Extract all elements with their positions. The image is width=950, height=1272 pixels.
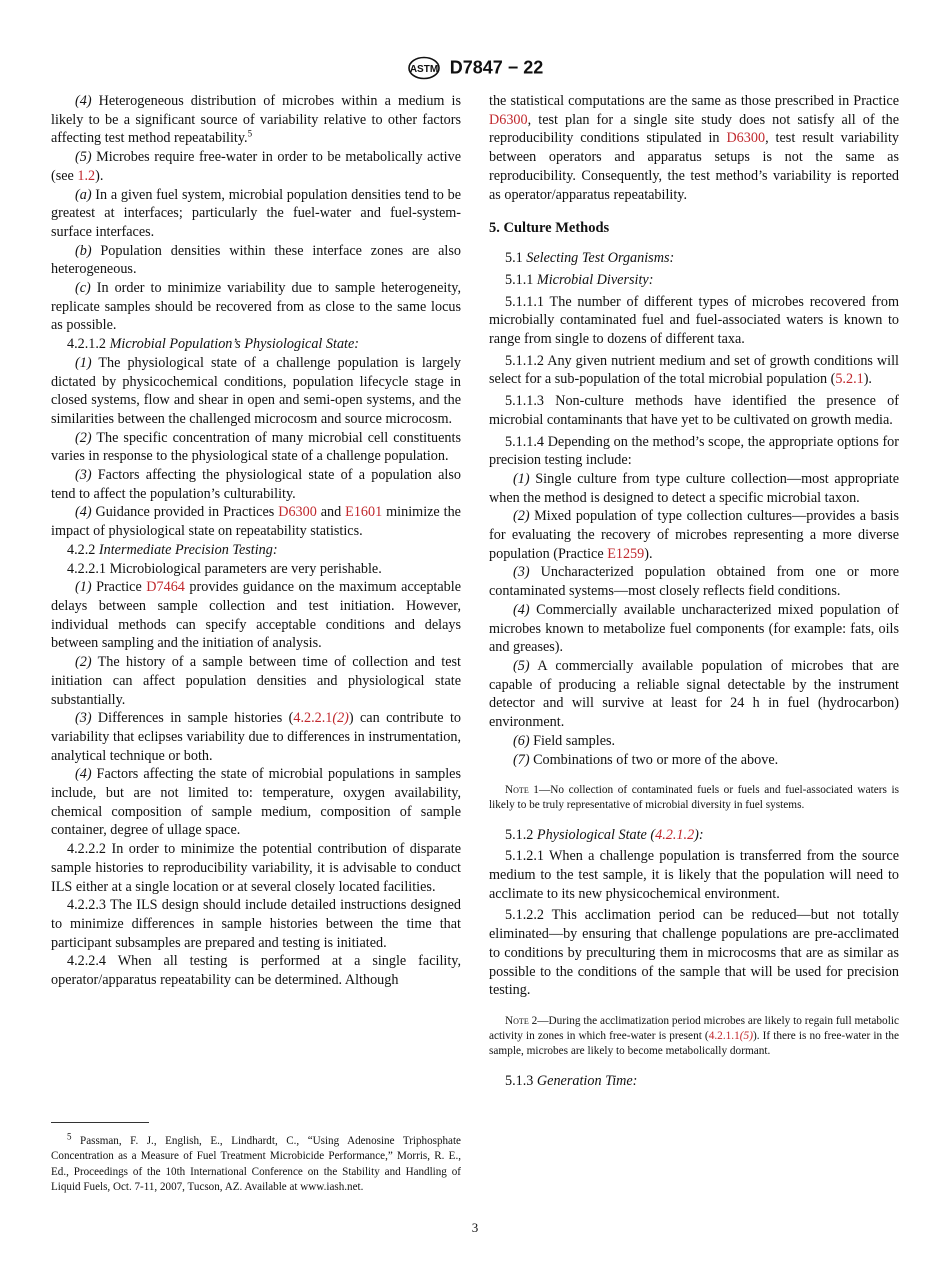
astm-logo-icon <box>407 56 441 80</box>
paragraph: (5) A commercially available population of microbes that are capable of producing a reliable signal detectable by the instrument detector and will survive at least for 24 h in fuel (hydrocarbon) environment. <box>489 657 899 731</box>
subsection-heading: 5.1 Selecting Test Organisms: <box>505 250 675 267</box>
right-column <box>489 92 899 1090</box>
paragraph: (4) Commercially available uncharacterized mixed population of microbes known to metabolize fuel components (for example: fats, oils and greases). <box>489 601 899 656</box>
paragraph: 5.1.2.2 This acclimation period can be reduced—but not totally eliminated—by ensuring that challenge populations are pre-acclimated to conditions by preculturing them in microcosms that are as similar as possible to the conditions of the sample that will be used for precision testing. <box>489 907 899 999</box>
paragraph: (3) Differences in sample histories (4.2.2.1(2)) can contribute to variability that eclipses variability due to differences in instrumentation, analytical technique or both. <box>51 710 461 764</box>
paragraph: 5.1.1.2 Any given nutrient medium and set of growth conditions will select for a sub-population of the total microbial population (5.2.1). <box>489 352 899 388</box>
standard-link[interactable]: E1259 <box>607 545 645 562</box>
left-column <box>51 92 461 990</box>
paragraph: (c) In order to minimize variability due to sample heterogeneity, replicate samples should be recovered from as close to the same locus as possible. <box>51 280 461 334</box>
subsection-heading: 5.1.2 Physiological State (4.2.1.2): <box>505 826 704 843</box>
section-link[interactable]: 4.2.1.1(5) <box>708 1030 753 1043</box>
subsection-heading: 4.2.2 Intermediate Precision Testing: <box>67 541 278 558</box>
paragraph: (1) The physiological state of a challenge population is largely dictated by physicochemical conditions, population lifecycle stage in closed systems, flow and shear in open and semi-open systems, and the similarities between the challenged microcosm and source microcosm. <box>51 354 461 427</box>
designation: D7847 − 22 <box>449 57 544 78</box>
standard-link[interactable]: D7464 <box>146 579 185 596</box>
standard-link[interactable]: D6300 <box>278 504 317 521</box>
section-heading: 5. Culture Methods <box>489 220 610 237</box>
paragraph: 5.1.1.1 The number of different types of microbes recovered from microbially contaminated fuel and fuel-associated waters is known to range from single to dozens of different taxa. <box>489 293 899 348</box>
paragraph: (2) Mixed population of type collection cultures—provides a basis for evaluating the recovery of microbes representing a more diverse population (Practice E1259). <box>489 508 899 562</box>
section-link[interactable]: 5.2.1 <box>835 371 864 388</box>
subsection-heading: 5.1.3 Generation Time: <box>505 1072 638 1089</box>
paragraph: the statistical computations are the same as those prescribed in Practice D6300, test plan for a single site study does not satisfy all of the reproducibility conditions stipulated in D6300, test result variability between operators and apparatus setups is not the same as reproducibility. Consequently, the test method’s variability is reported as operator/apparatus repeatability. <box>489 93 899 203</box>
footnote-ref[interactable]: 5 <box>247 128 253 139</box>
paragraph: (2) The history of a sample between time of collection and test initiation can affect population densities and physiological state substantially. <box>51 654 461 708</box>
paragraph: (6) Field samples. <box>513 732 616 749</box>
paragraph: (3) Factors affecting the physiological state of a population also tend to affect the population’s culturability. <box>51 467 461 502</box>
section-link[interactable]: 4.2.1.2 <box>655 826 695 843</box>
paragraph: (4) Guidance provided in Practices D6300 and E1601 minimize the impact of physiological state on repeatability statistics. <box>51 504 461 540</box>
paragraph: (4) Heterogeneous distribution of microbes within a medium is likely to be a significant source of variability relative to other factors affecting test method repeatability.$^5$ <box>51 93 461 147</box>
paragraph: 4.2.2.1 Microbiological parameters are very perishable. <box>67 560 382 577</box>
paragraph: (3) Uncharacterized population obtained from one or more contaminated systems—most closely reflects field conditions. <box>489 564 899 600</box>
paragraph: (1) Single culture from type culture collection—most appropriate when the method is designed to detect a specific microbial taxon. <box>489 470 899 506</box>
paragraph: 4.2.2.4 When all testing is performed at a single facility, operator/apparatus repeatability can be determined. Although <box>51 953 461 989</box>
section-link[interactable]: 4.2.2.1(2) <box>293 710 349 727</box>
paragraph: (7) Combinations of two or more of the above. <box>513 751 779 768</box>
standard-link[interactable]: D6300 <box>489 111 528 128</box>
page-number: 3 <box>471 1220 479 1235</box>
footnote: $^5$ Passman, F. J., English, E., Lindhardt, C., “Using Adenosine Triphosphate Concentration as a Measure of Fuel Treatment Microbicide Performance,” Morris, R. E., Ed., Proceedings of the 10th International Conference on the Stability and Handling of Liquid Fuels, Oct. 7-11, 2007, Tucson, AZ. Available at www.iash.net. <box>51 1131 461 1193</box>
page-header <box>0 56 950 80</box>
paragraph: (a) In a given fuel system, microbial population densities tend to be greatest at interfaces; particularly the fuel-water and fuel-system-surface interfaces. <box>51 186 461 240</box>
footnote-divider <box>51 1122 149 1123</box>
paragraph: 5.1.2.1 When a challenge population is transferred from the source medium to the test sample, it is likely that the population will need to acclimate to its new physicochemical environment. <box>489 848 899 902</box>
standard-link[interactable]: E1601 <box>345 504 383 521</box>
paragraph: 4.2.2.3 The ILS design should include detailed instructions designed to minimize differences in sample histories between the time that participant subsamples are prepared and testing is initiated. <box>51 897 461 951</box>
paragraph: (5) Microbes require free-water in order to be metabolically active (see 1.2). <box>51 149 461 184</box>
paragraph: (4) Factors affecting the state of microbial populations in samples include, but are not limited to: temperature, oxygen availability, chemical composition of sample medium, composition of sample container, degree of ullage space. <box>51 766 461 839</box>
standard-link[interactable]: D6300 <box>726 130 766 147</box>
paragraph: 5.1.1.4 Depending on the method’s scope, the appropriate options for precision testing include: <box>489 433 899 469</box>
svg-text:ASTM: ASTM <box>409 64 438 75</box>
note-1: Note 1—No collection of contaminated fuels or fuels and fuel-associated waters is likely to be truly representative of microbial diversity in fuel systems. <box>489 784 899 812</box>
paragraph: 5.1.1.3 Non-culture methods have identified the presence of microbial contaminants that have yet to be cultivated on growth media. <box>489 393 899 428</box>
paragraph: (2) The specific concentration of many microbial cell constituents varies in response to the physiological state of a challenge population. <box>51 429 461 465</box>
paragraph: (1) Practice D7464 provides guidance on the maximum acceptable delays between sample collection and test initiation. However, individual methods can specify acceptable conditions and delays between sampling and the initiation of analysis. <box>51 579 461 652</box>
subsection-heading: 4.2.1.2 Microbial Population’s Physiological State: <box>67 336 359 353</box>
paragraph: 4.2.2.2 In order to minimize the potential contribution of disparate sample histories to reproducibility variability, it is advisable to conduct ILS either at a single location or at several closely located facilities. <box>51 841 461 895</box>
paragraph: (b) Population densities within these interface zones are also heterogeneous. <box>51 242 461 278</box>
section-link[interactable]: 1.2 <box>77 167 96 184</box>
subsection-heading: 5.1.1 Microbial Diversity: <box>505 271 654 288</box>
note-2: Note 2—During the acclimatization period microbes are likely to regain full metabolic activity in zones in which free-water is present (4.2.1.1(5)). If there is no free-water in the sample, microbes are likely to become metabolically dormant. <box>489 1014 899 1058</box>
